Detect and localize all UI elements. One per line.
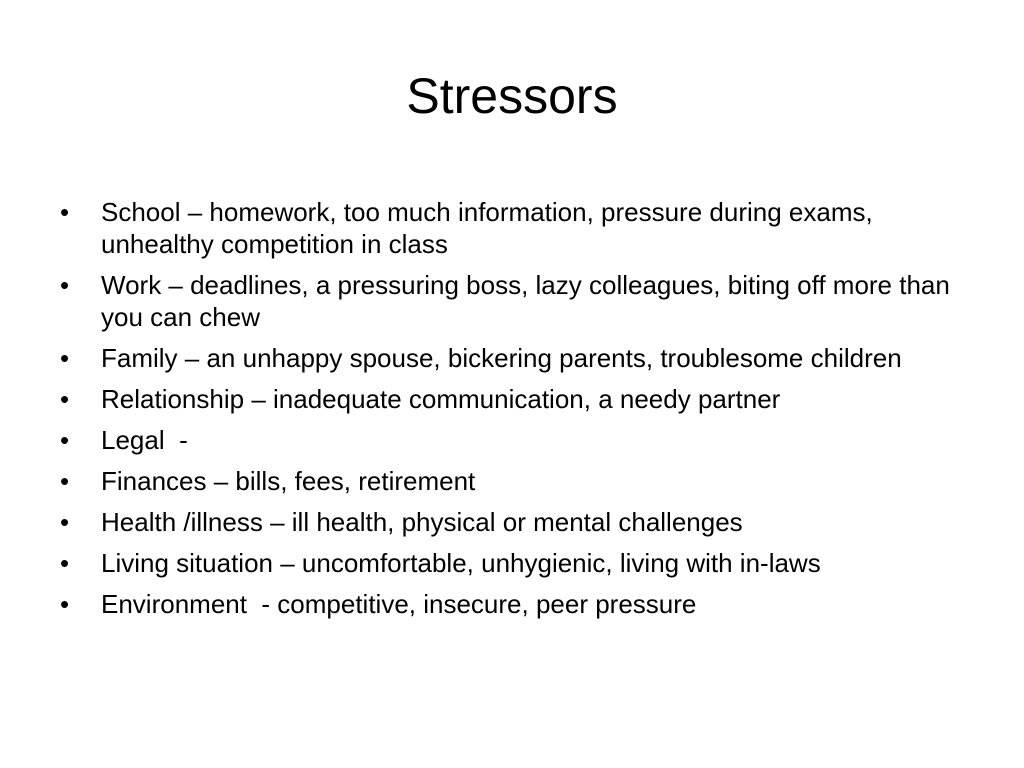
list-item-text: Finances – bills, fees, retirement [101,466,476,496]
bullet-icon: • [60,343,70,373]
list-item [60,269,980,333]
list-item [60,424,980,456]
list-item [60,506,980,538]
list-item [60,465,980,497]
list-item-text: Health /illness – ill health, physical or mental challenges [101,507,743,537]
list-item [60,196,980,260]
list-item-text: Living situation – uncomfortable, unhygienic, living with in-laws [101,548,821,578]
list-item-text: School – homework, too much information, pressure during exams, unhealthy competition in class [101,197,873,259]
list-item-text: Family – an unhappy spouse, bickering parents, troublesome children [101,343,902,373]
bullet-icon: • [60,270,70,300]
bullet-icon: • [60,507,70,537]
list-item [60,588,980,620]
list-item [60,383,980,415]
list-item [60,342,980,374]
bullet-list [60,196,980,629]
slide-title: Stressors [406,68,618,124]
bullet-icon: • [60,466,70,496]
bullet-icon: • [60,589,70,619]
bullet-icon: • [60,548,70,578]
list-item-text: Relationship – inadequate communication, a needy partner [101,384,781,414]
list-item-text: Legal - [101,425,188,455]
list-item-text: Work – deadlines, a pressuring boss, lazy colleagues, biting off more than you can chew [101,270,950,332]
bullet-icon: • [60,384,70,414]
list-item-text: Environment - competitive, insecure, peer pressure [101,589,697,619]
bullet-icon: • [60,197,70,227]
list-item [60,547,980,579]
bullet-icon: • [60,425,70,455]
